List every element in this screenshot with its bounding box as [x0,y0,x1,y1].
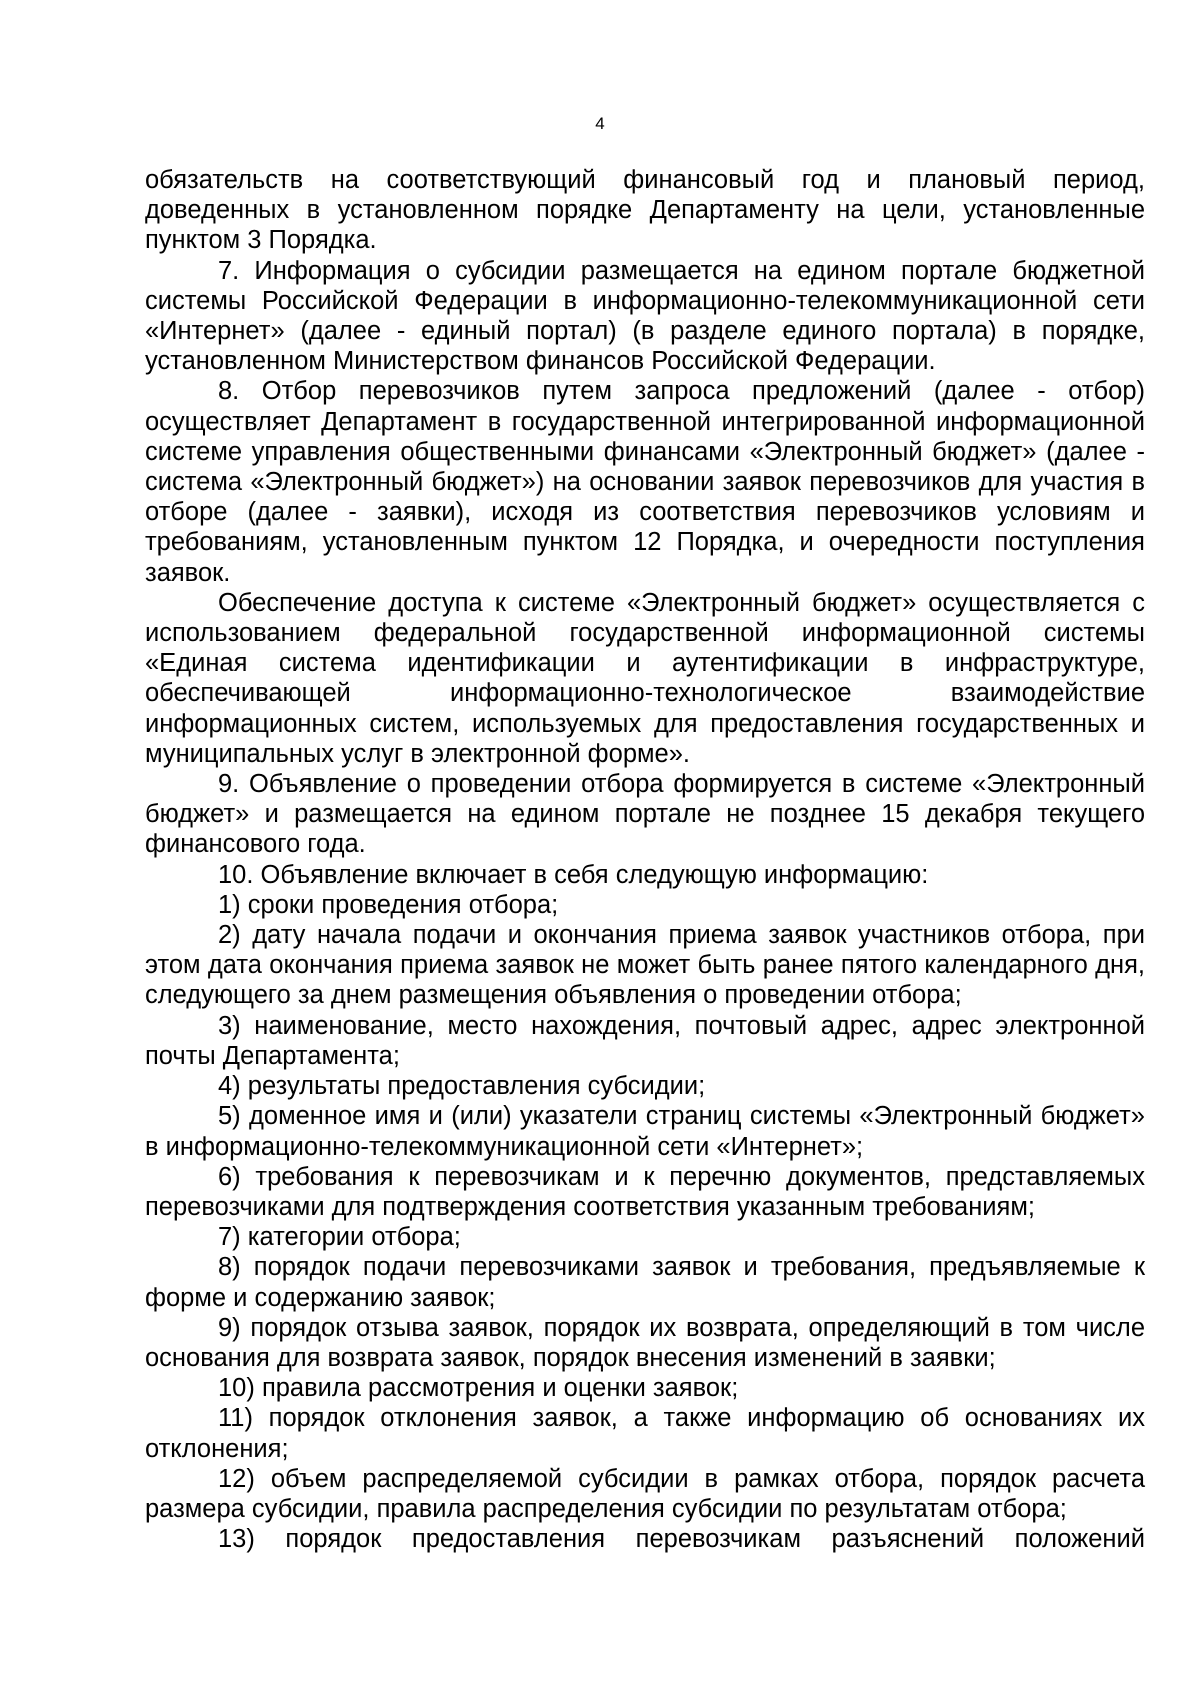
paragraph: Обеспечение доступа к системе «Электронный бюджет» осуществляется с использованием федеральной государственной информационной системы «Единая система идентификации и аутентификации в инфраструктуре, обеспечивающей информационно-технологическое взаимодействие информационных систем, используемых для предоставления государственных и муниципальных услуг в электронной форме». [145,588,1145,768]
list-item: 7) категории отбора; [218,1223,461,1252]
list-item: 12) объем распределяемой субсидии в рамках отбора, порядок расчета размера субсидии, правила распределения субсидии по результатам отбора; [145,1464,1145,1523]
paragraph: 10. Объявление включает в себя следующую информацию: [218,860,929,889]
list-item: 13) порядок предоставления перевозчикам разъяснений положений [218,1525,1145,1554]
paragraph: обязательств на соответствующий финансовый год и плановый период, доведенных в установленном порядке Департаменту на цели, установленные пунктом 3 Порядка. [145,166,1145,255]
list-item: 10) правила рассмотрения и оценки заявок; [218,1374,739,1403]
page-number: 4 [595,114,605,133]
list-item: 3) наименование, место нахождения, почтовый адрес, адрес электронной почты Департамента; [145,1011,1145,1070]
list-item: 11) порядок отклонения заявок, а также информацию об основаниях их отклонения; [145,1404,1145,1463]
list-item: 2) дату начала подачи и окончания приема заявок участников отбора, при этом дата окончания приема заявок не может быть ранее пятого календарного дня, следующего за днем размещения объявления о проведении отбора; [145,921,1145,1010]
list-item: 1) сроки проведения отбора; [218,890,559,919]
list-item: 5) доменное имя и (или) указатели страниц системы «Электронный бюджет» в информационно-телекоммуникационной сети «Интернет»; [145,1102,1145,1161]
paragraph: 9. Объявление о проведении отбора формируется в системе «Электронный бюджет» и размещается на едином портале не позднее 15 декабря текущего финансового года. [145,770,1145,859]
list-item: 8) порядок подачи перевозчиками заявок и требования, предъявляемые к форме и содержанию заявок; [145,1253,1145,1312]
paragraph: 8. Отбор перевозчиков путем запроса предложений (далее - отбор) осуществляет Департамент в государственной интегрированной информационной системе управления общественными финансами «Электронный бюджет» (далее - система «Электронный бюджет») на основании заявок перевозчиков для участия в отборе (далее - заявки), исходя из соответствия перевозчиков условиям и требованиям, установленным пунктом 12 Порядка, и очередности поступления заявок. [145,377,1145,587]
list-item: 6) требования к перевозчикам и к перечню документов, представляемых перевозчиками для подтверждения соответствия указанным требованиям; [145,1162,1145,1221]
list-item: 9) порядок отзыва заявок, порядок их возврата, определяющий в том числе основания для возврата заявок, порядок внесения изменений в заявки; [145,1313,1145,1372]
paragraph: 7. Информация о субсидии размещается на едином портале бюджетной системы Российской Федерации в информационно-телекоммуникационной сети «Интернет» (далее - единый портал) (в разделе единого портала) в порядке, установленном Министерством финансов Российской Федерации. [145,256,1145,376]
document-body [145,165,1145,1554]
list-item: 4) результаты предоставления субсидии; [218,1072,706,1101]
